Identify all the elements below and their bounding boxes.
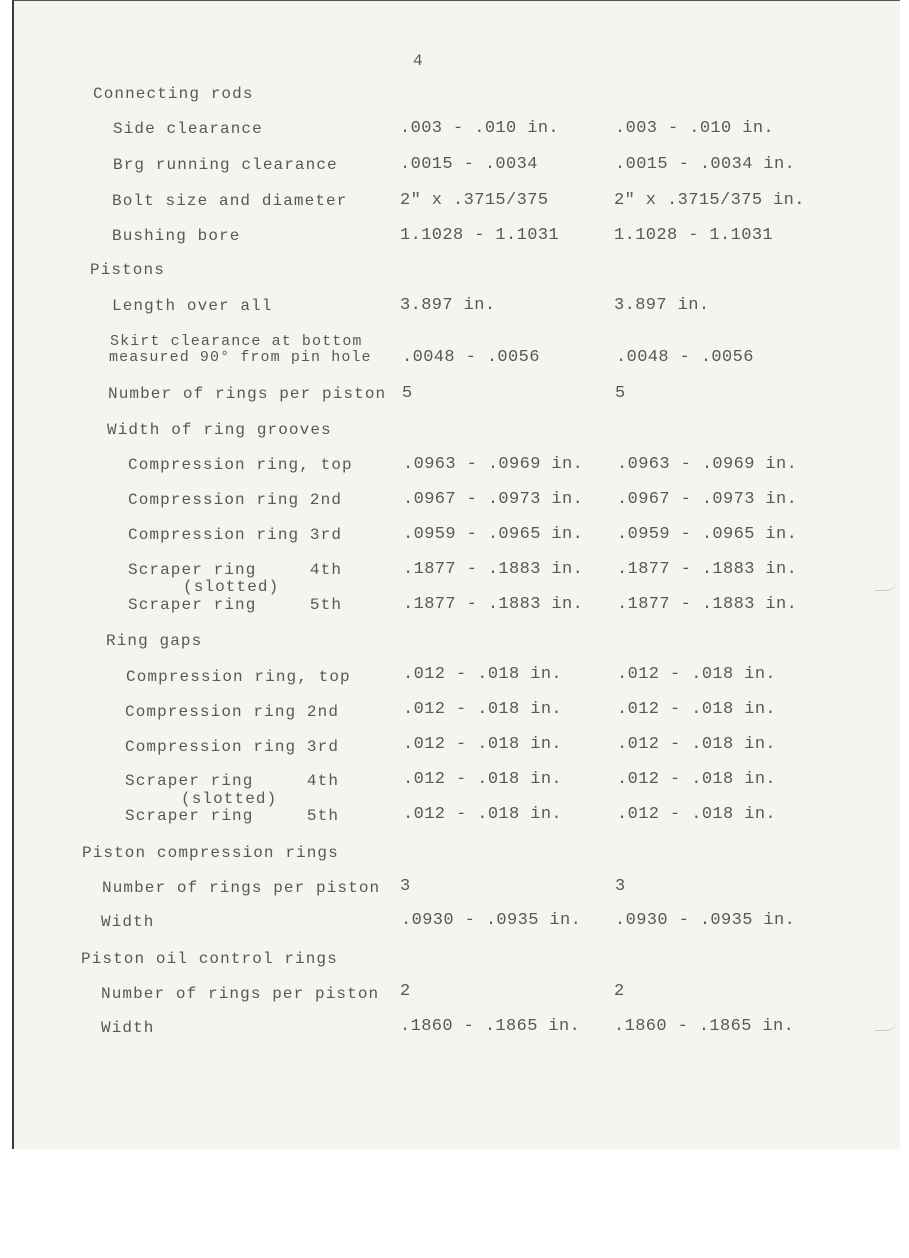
value-col1: .0967 - .0973 in.: [403, 490, 584, 509]
value-col1: .0048 - .0056: [402, 348, 540, 367]
value-col2: .012 - .018 in.: [617, 665, 777, 684]
row-label: Bolt size and diameter: [112, 192, 348, 210]
value-col1: .012 - .018 in.: [403, 665, 563, 684]
value-col1: .1877 - .1883 in.: [403, 595, 584, 614]
value-col2: .0048 - .0056: [616, 348, 754, 367]
row-label: Bushing bore: [112, 227, 241, 245]
value-col1: 5: [402, 384, 413, 403]
value-col2: .1877 - .1883 in.: [617, 560, 798, 579]
slotted-note: (slotted): [181, 790, 278, 808]
row-label: Scraper ring 4th: [125, 772, 340, 790]
row-label: Number of rings per piston: [102, 879, 381, 897]
value-col1: .012 - .018 in.: [403, 805, 563, 824]
row-label: Compression ring 2nd: [128, 491, 343, 509]
value-col2: 3.897 in.: [614, 296, 710, 315]
row-label-line1: Skirt clearance at bottom: [110, 333, 363, 350]
section-title-oil-control-rings: Piston oil control rings: [81, 950, 338, 968]
value-col1: .1860 - .1865 in.: [400, 1017, 581, 1036]
row-label: Brg running clearance: [113, 156, 338, 174]
value-col1: .1877 - .1883 in.: [403, 560, 584, 579]
value-col2: .012 - .018 in.: [617, 700, 777, 719]
value-col1: .003 - .010 in.: [400, 119, 560, 138]
row-label: Compression ring 3rd: [125, 738, 340, 756]
row-label: Length over all: [112, 297, 273, 315]
row-label: Compression ring, top: [128, 456, 353, 474]
value-col2: .012 - .018 in.: [617, 770, 777, 789]
page-number: 4: [413, 52, 424, 70]
row-label: Compression ring 3rd: [128, 526, 343, 544]
row-label: Side clearance: [113, 120, 263, 138]
row-label: Number of rings per piston: [101, 985, 380, 1003]
value-col1: .012 - .018 in.: [403, 770, 563, 789]
row-label: Number of rings per piston: [108, 385, 387, 403]
row-label: Compression ring 2nd: [125, 703, 340, 721]
value-col2: .0959 - .0965 in.: [617, 525, 798, 544]
value-col2: 2: [614, 982, 625, 1001]
value-col1: .012 - .018 in.: [403, 700, 563, 719]
value-col1: 2: [400, 982, 411, 1001]
row-label: Compression ring, top: [126, 668, 351, 686]
value-col1: 3.897 in.: [400, 296, 496, 315]
value-col1: .0963 - .0969 in.: [403, 455, 584, 474]
value-col1: 3: [400, 877, 411, 896]
value-col2: .0963 - .0969 in.: [617, 455, 798, 474]
section-title-connecting-rods: Connecting rods: [93, 85, 254, 103]
value-col2: .0967 - .0973 in.: [617, 490, 798, 509]
value-col1: 1.1028 - 1.1031: [400, 226, 560, 245]
value-col1: .0959 - .0965 in.: [403, 525, 584, 544]
row-label-line2: measured 90° from pin hole: [109, 349, 372, 366]
value-col2: 1.1028 - 1.1031: [614, 226, 774, 245]
row-label: Width: [101, 913, 155, 931]
row-label: Scraper ring 4th: [128, 561, 343, 579]
subsection-title-ring-gaps: Ring gaps: [106, 632, 203, 650]
value-col2: .1877 - .1883 in.: [617, 595, 798, 614]
value-col2: .0015 - .0034 in.: [615, 155, 796, 174]
slotted-note: (slotted): [183, 578, 280, 596]
value-col2: .1860 - .1865 in.: [614, 1017, 795, 1036]
row-label: Scraper ring 5th: [125, 807, 340, 825]
value-col2: 3: [615, 877, 626, 896]
section-title-compression-rings: Piston compression rings: [82, 844, 339, 862]
value-col1: .012 - .018 in.: [403, 735, 563, 754]
value-col2: .012 - .018 in.: [617, 805, 777, 824]
value-col1: .0015 - .0034: [400, 155, 538, 174]
value-col2: .0930 - .0935 in.: [615, 911, 796, 930]
value-col2: 2" x .3715/375 in.: [614, 191, 805, 210]
value-col1: 2" x .3715/375: [400, 191, 549, 210]
subsection-title-ring-grooves: Width of ring grooves: [107, 421, 332, 439]
value-col1: .0930 - .0935 in.: [401, 911, 582, 930]
row-label: Scraper ring 5th: [128, 596, 343, 614]
value-col2: .012 - .018 in.: [617, 735, 777, 754]
section-title-pistons: Pistons: [90, 261, 165, 279]
row-label: Width: [101, 1019, 155, 1037]
value-col2: 5: [615, 384, 626, 403]
value-col2: .003 - .010 in.: [615, 119, 775, 138]
